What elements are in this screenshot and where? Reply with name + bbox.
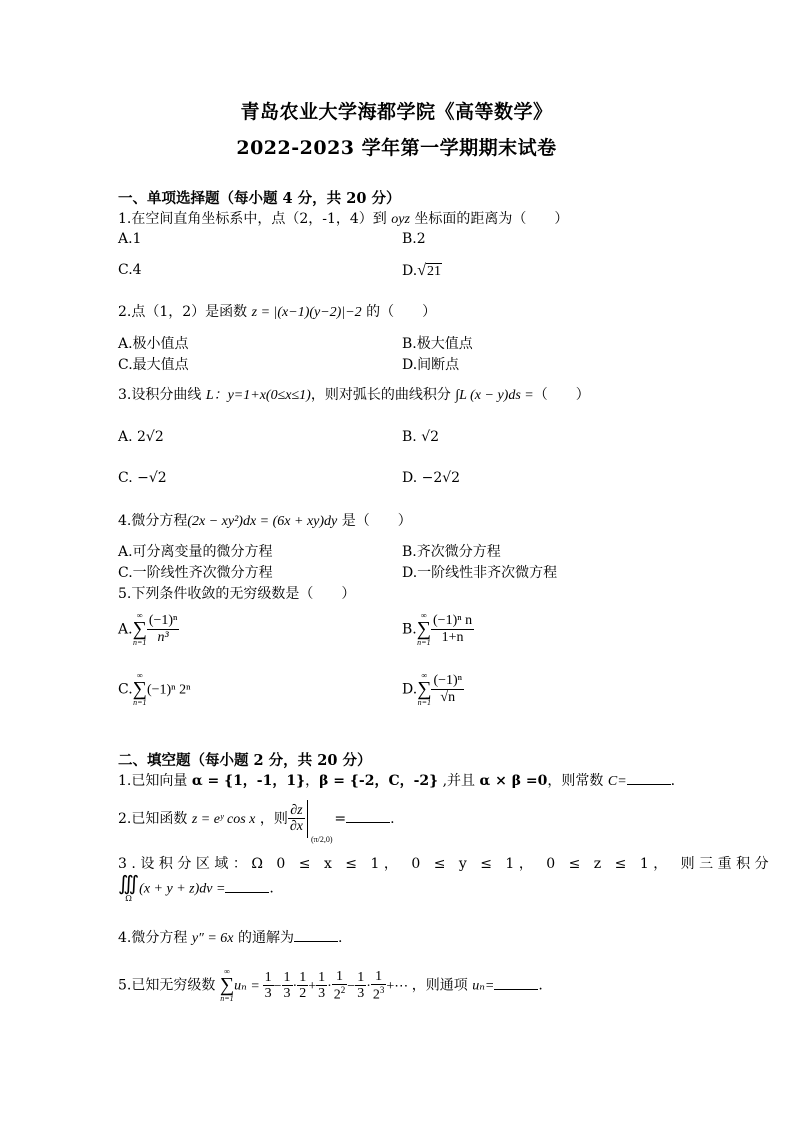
- q3-option-d: D. −2√2: [402, 470, 461, 486]
- q4-option-b: B.齐次微分方程: [402, 544, 501, 560]
- series-expansion: = $\frac{1}{3}$ − $\frac{1}{3}$ · $\frac{1}{2}$ + $\frac{1}{3}$ · $\frac{1}{2^2}$ − $\frac{1}{3}$ · $\frac{1}{2^3}$ +⋯: [251, 968, 412, 1003]
- fill-question-4: 4.微分方程 y″ = 6x 的通解为 .: [118, 930, 343, 946]
- sqrt-symbol: √21: [417, 262, 441, 279]
- q3-option-c: C. −√2: [118, 470, 167, 486]
- q1-option-c: C.4: [118, 262, 142, 278]
- answer-blank[interactable]: [494, 977, 538, 990]
- q5-option-a: A. ∞ ∑ n=1 $\frac{\text{(−1)ⁿ}}{\text{n³}}$: [118, 611, 178, 647]
- q2-option-a: A.极小值点: [118, 336, 189, 352]
- question-5-stem: 5.下列条件收敛的无穷级数是（ ）: [118, 586, 356, 602]
- q2-option-b: B.极大值点: [402, 336, 473, 352]
- q1-option-b: B.2: [402, 231, 426, 247]
- fraction: $\frac{\text{(−1)ⁿ}}{\text{n³}}$: [148, 613, 178, 645]
- sum-symbol: ∞ ∑ n=1: [219, 967, 235, 1003]
- fill-question-3-line2: ∭ Ω (x + y + z)dv = .: [118, 873, 274, 903]
- exam-subtitle: 2022-2023 学年第一学期期末试卷: [236, 137, 557, 159]
- answer-blank[interactable]: [346, 810, 390, 823]
- triple-integral-symbol: ∭ Ω: [118, 873, 140, 903]
- sum-symbol: ∞ ∑ n=1: [417, 671, 432, 707]
- answer-blank[interactable]: [294, 929, 338, 942]
- fill-question-3-line1: 3.设积分区域：Ω 0 ≤ x ≤ 1， 0 ≤ y ≤ 1， 0 ≤ z ≤ 1， 则三重积分: [118, 856, 774, 872]
- partial-derivative: $\frac{\partial z}{\partial x}$: [289, 802, 303, 835]
- q1-option-a: A.1: [118, 231, 142, 247]
- evaluation-bar: (π/2,0): [307, 800, 308, 838]
- section-heading-choice: 一、单项选择题（每小题 4 分，共 20 分）: [118, 190, 401, 207]
- answer-blank[interactable]: [627, 772, 671, 785]
- q5-option-b: B. ∞ ∑ n=1 $\frac{\text{(−1)ⁿ n}}{1+n}$: [402, 611, 473, 647]
- sum-symbol: ∞ ∑ n=1: [132, 611, 147, 647]
- q4-option-c: C.一阶线性齐次微分方程: [118, 565, 273, 581]
- fill-question-1: 1.已知向量 α = {1，-1，1}，β = {-2，C，-2} ,并且 α × β =0，则常数 C= .: [118, 773, 676, 789]
- question-4-stem: 4.微分方程(2x − xy²)dx = (6x + xy)dy 是（ ）: [118, 513, 412, 529]
- fill-question-5: 5.已知无穷级数 ∞ ∑ n=1 uₙ = $\frac{1}{3}$ − $\frac{1}{3}$ · $\frac{1}{2}$ + $\frac{1}{3}$ · $\frac{1}{2^2}$ − $\frac{1}{3}$ · $\frac{1}{2^3}$ +⋯ ，则通项 uₙ= .: [118, 967, 543, 1003]
- question-1-stem: 1.在空间直角坐标系中，点（2，-1，4）到 oyz 坐标面的距离为（ ）: [118, 211, 569, 227]
- q5-option-c: C. ∞ ∑ n=1 (−1)ⁿ 2ⁿ: [118, 671, 191, 707]
- question-3-stem: 3.设积分曲线 L：y=1+x(0≤x≤1)，则对弧长的曲线积分 ∫L (x − y)ds =（ ）: [118, 387, 590, 403]
- q2-option-c: C.最大值点: [118, 357, 189, 373]
- question-2-stem: 2.点（1，2）是函数 z = |(x−1)(y−2)|−2 的（ ）: [118, 304, 437, 320]
- q4-option-a: A.可分离变量的微分方程: [118, 544, 273, 560]
- q1-option-d: D.√21: [402, 262, 441, 279]
- exam-title: 青岛农业大学海都学院《高等数学》: [240, 101, 553, 123]
- fraction: $\frac{\text{(−1)ⁿ}}{√n}$: [433, 673, 463, 705]
- sum-symbol: ∞ ∑ n=1: [416, 611, 432, 647]
- answer-blank[interactable]: [225, 880, 269, 893]
- fill-question-2: 2.已知函数 z = eʸ cos x ，则 $\frac{\partial z}{\partial x}$ (π/2,0) = .: [118, 800, 395, 838]
- q3-option-a: A. 2√2: [118, 429, 164, 445]
- q5-option-d: D. ∞ ∑ n=1 $\frac{\text{(−1)ⁿ}}{√n}$: [402, 671, 463, 707]
- sum-symbol: ∞ ∑ n=1: [132, 671, 147, 707]
- fraction: $\frac{\text{(−1)ⁿ n}}{1+n}$: [433, 613, 473, 645]
- q2-option-d: D.间断点: [402, 357, 460, 373]
- q4-option-d: D.一阶线性非齐次微方程: [402, 565, 558, 581]
- section-heading-fill-blank: 二、填空题（每小题 2 分，共 20 分）: [118, 752, 372, 769]
- q3-option-b: B. √2: [402, 429, 440, 445]
